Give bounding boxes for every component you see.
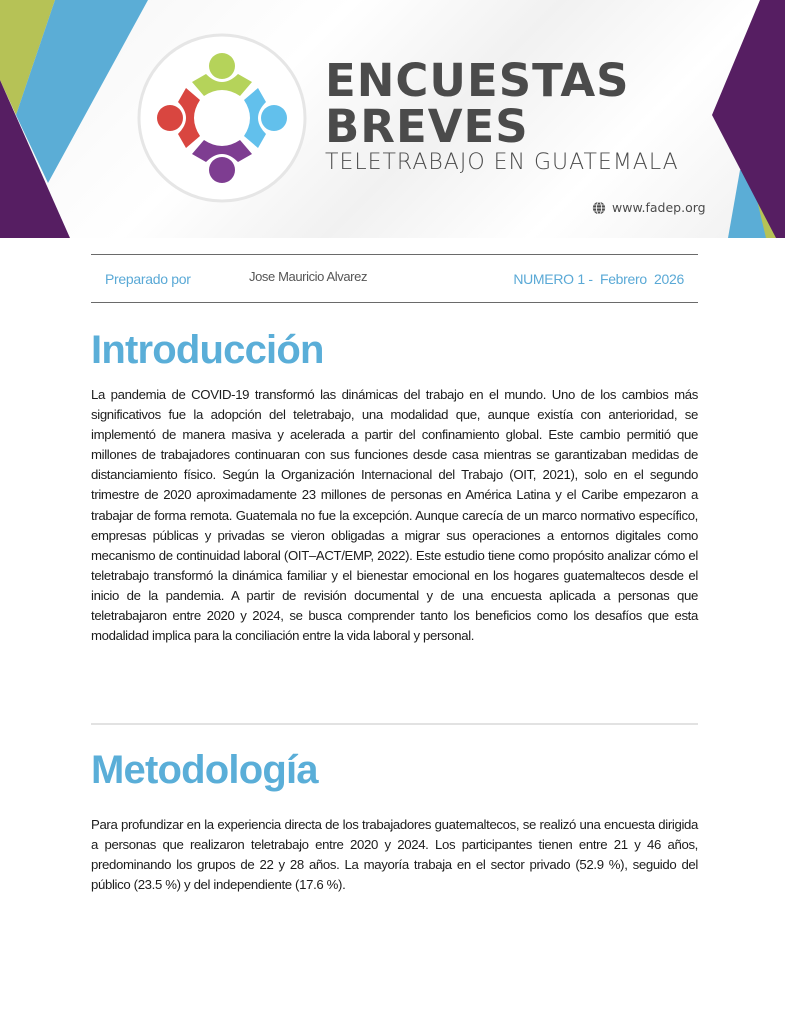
introduction-paragraph: La pandemia de COVID-19 transformó las dinámicas del trabajo en el mundo. Uno de los cambios más significativos fue la adopción del teletrabajo, una modalidad que, aunque existía con anterioridad, se implementó de manera masiva y acelerada a partir del confinamiento global. Este cambio permitió que millones de trabajadores continuaran con sus funciones desde casa mientras se garantizaban medidas de distanciamiento físico. Según la Organización Internacional del Trabajo (OIT, 2021), solo en el segundo trimestre de 2020 aproximadamente 23 millones de personas en América Latina y el Caribe empezaron a trabajar de forma remota. Guatemala no fue la excepción. Aunque carecía de un marco normativo específico, empresas públicas y privadas se vieron obligadas a migrar sus operaciones a entornos digitales como mecanismo de continuidad laboral (OIT–ACT/EMP, 2022). Este estudio tiene como propósito analizar cómo el teletrabajo transformó la dinámica familiar y el bienestar emocional en los hogares guatemaltecos desde el inicio de la pandemia. A partir de revisión documental y de una encuesta aplicada a personas que teletrabajaron entre 2020 y 2024, se busca comprender tanto los beneficios como los desafíos que esta modalidad implica para la conciliación entre la vida laboral y personal. [91,387,698,644]
methodology-paragraph: Para profundizar en la experiencia directa de los trabajadores guatemaltecos, se realizó una encuesta dirigida a personas que realizaron teletrabajo entre 2020 y 2024. Los participantes tienen entre 21 y 46 años, predominando los grupos de 22 y 28 años. La mayoría trabaja en el sector privado (52.9 %), seguido del público (23.5 %) y del independiente (17.6 %). [91,817,698,893]
header-banner [0,0,785,238]
website-link[interactable] [592,200,706,215]
publication-title-line-1: ENCUESTAS [325,54,630,107]
issue-number-date: NUMERO 1 - Febrero 2026 [513,271,684,287]
people-circle-logo [136,32,308,204]
introduction-heading: Introducción [91,328,324,372]
publication-title-line-2: BREVES [325,100,529,153]
author-name: Jose Mauricio Alvarez [249,269,368,284]
globe-icon [592,201,606,215]
prepared-by-label: Preparado por [105,271,191,287]
publication-subtitle: TELETRABAJO EN GUATEMALA [325,150,679,175]
section-divider [91,723,698,725]
website-url[interactable]: www.fadep.org [612,200,706,215]
publication-meta-bar [91,254,698,303]
methodology-heading: Metodología [91,748,318,792]
